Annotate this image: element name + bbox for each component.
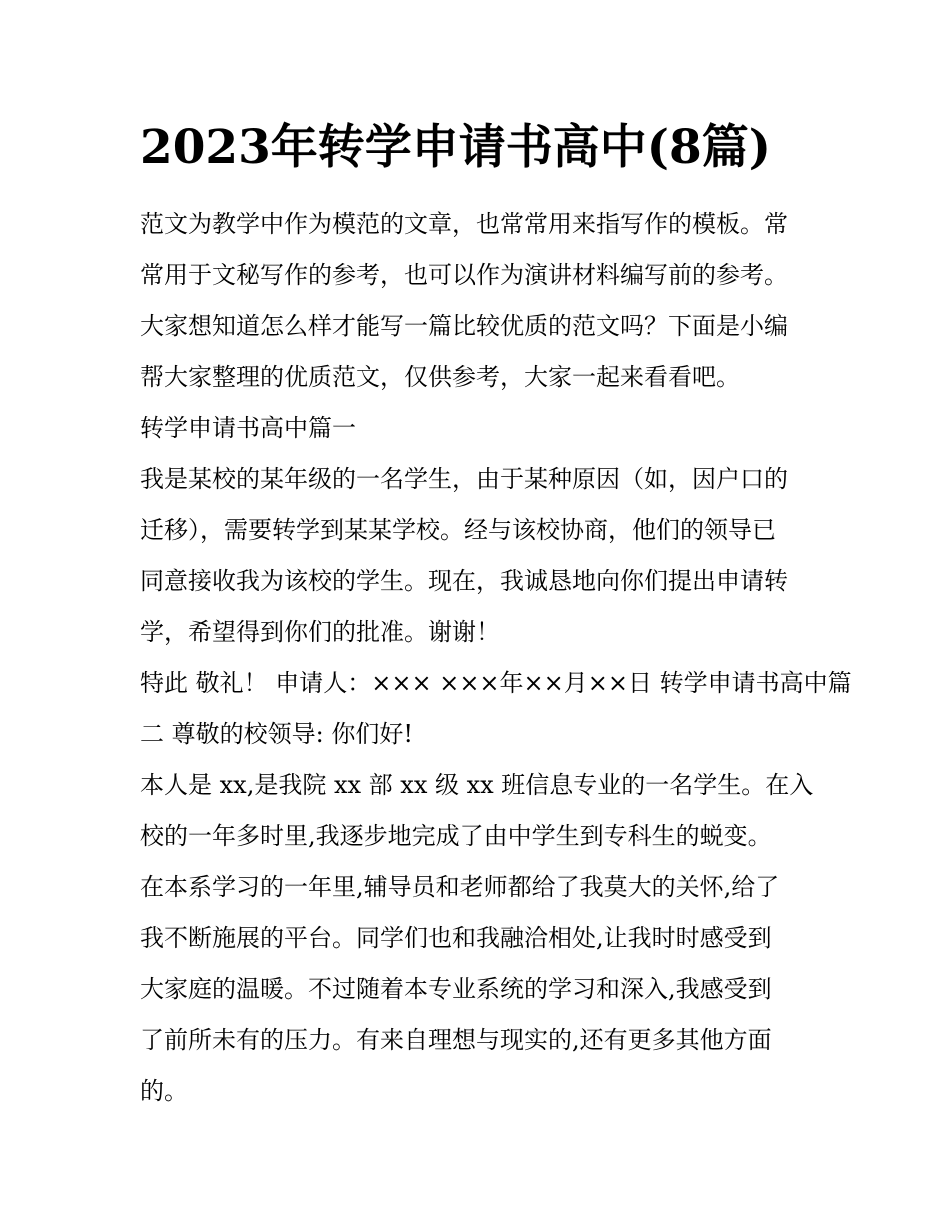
text-line-letter2-4: 我不断施展的平台。同学们也和我融洽相处,让我时时感受到	[140, 924, 772, 952]
text-line-letter1-4: 学，希望得到你们的批准。谢谢！	[140, 618, 500, 646]
text-line-letter2-1: 本人是 xx,是我院 xx 部 xx 级 xx 班信息专业的一名学生。在入	[140, 771, 814, 799]
text-line-letter2-5: 大家庭的温暖。不过随着本专业系统的学习和深入,我感受到	[140, 975, 772, 1003]
text-line-intro-4: 帮大家整理的优质范文，仅供参考，大家一起来看看吧。	[140, 363, 740, 391]
text-line-letter2-2: 校的一年多时里,我逐步地完成了由中学生到专科生的蜕变。	[140, 822, 772, 850]
text-line-intro-3: 大家想知道怎么样才能写一篇比较优质的范文吗？下面是小编	[140, 312, 788, 340]
text-line-closing-1: 特此 敬礼！ 申请人：××× ×××年××月××日 转学申请书高中篇	[140, 669, 852, 697]
section-heading-1: 转学申请书高中篇一	[140, 414, 356, 442]
text-line-letter2-3: 在本系学习的一年里,辅导员和老师都给了我莫大的关怀,给了	[140, 873, 780, 901]
text-line-letter1-2: 迁移），需要转学到某某学校。经与该校协商，他们的领导已	[140, 516, 776, 544]
text-line-letter2-6: 了前所未有的压力。有来自理想与现实的,还有更多其他方面	[140, 1026, 772, 1054]
text-line-closing-2: 二 尊敬的校领导: 你们好!	[140, 720, 413, 748]
document-body	[140, 199, 852, 1117]
text-line-letter1-3: 同意接收我为该校的学生。现在，我诚恳地向你们提出申请转	[140, 567, 788, 595]
text-line-letter1-1: 我是某校的某年级的一名学生，由于某种原因（如，因户口的	[140, 465, 788, 493]
document-title: 2023年转学申请书高中(8篇)	[140, 120, 771, 175]
text-line-intro-1: 范文为教学中作为模范的文章，也常常用来指写作的模板。常	[140, 210, 788, 238]
text-line-intro-2: 常用于文秘写作的参考，也可以作为演讲材料编写前的参考。	[140, 261, 788, 289]
text-line-letter2-7: 的。	[140, 1077, 188, 1105]
